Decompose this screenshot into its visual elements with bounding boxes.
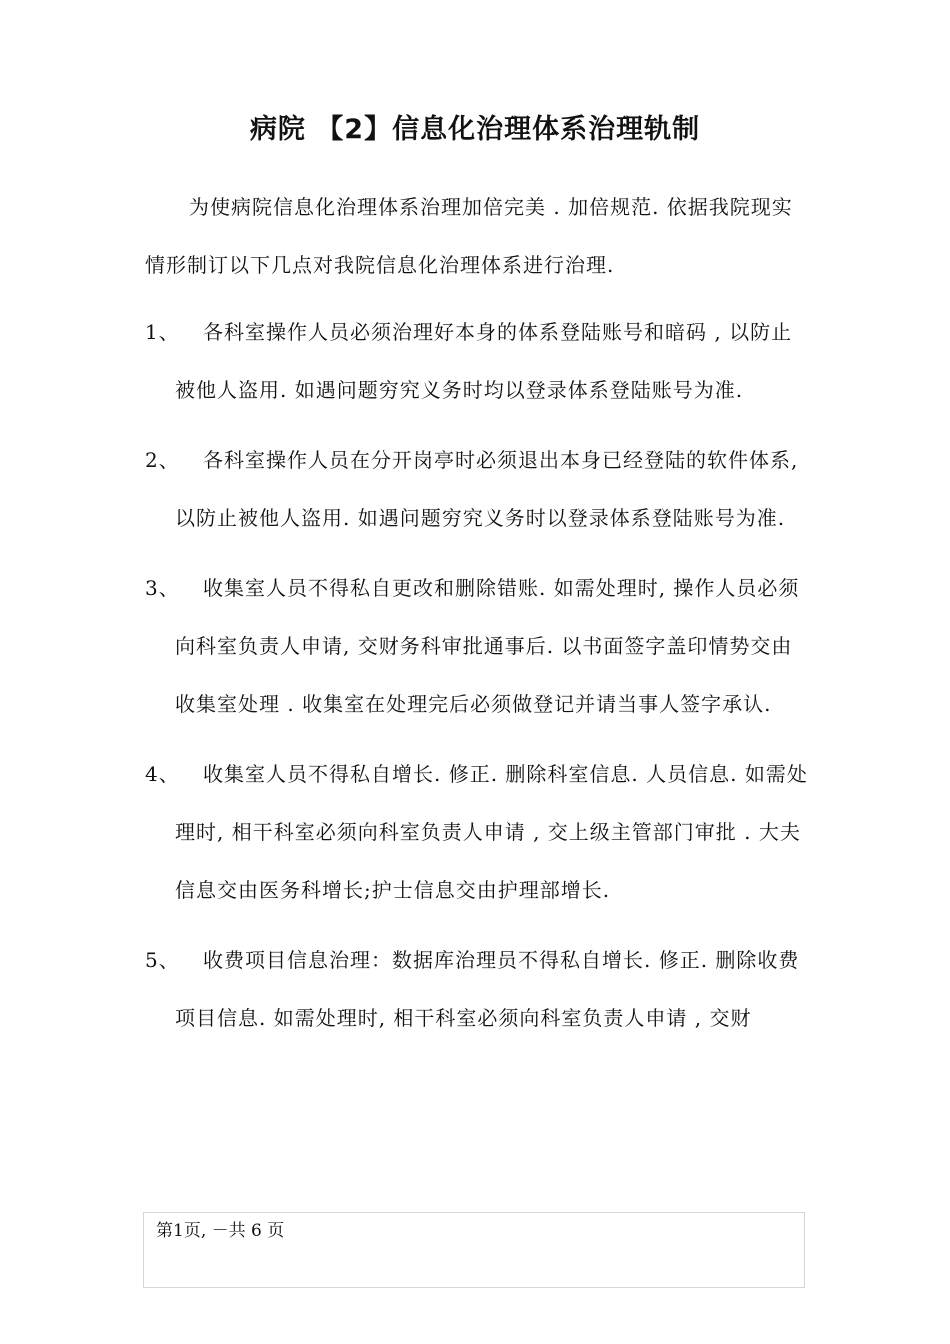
item-text: 收集室人员不得私自增长. 修正. 删除科室信息. 人员信息. 如需处理时, 相干科室必须向科室负责人申请 , 交上级主管部门审批 . 大夫信息交由医务科增长;护士信息交由护理部增长. (175, 762, 808, 902)
page-number-label: 第1页, －共 6 页 (156, 1221, 285, 1241)
item-text: 收费项目信息治理：数据库治理员不得私自增长. 修正. 删除收费项目信息. 如需处理时, 相干科室必须向科室负责人申请 , 交财 (175, 948, 800, 1030)
item-text: 收集室人员不得私自更改和删除错账. 如需处理时, 操作人员必须向科室负责人申请, 交财务科审批通事后. 以书面签字盖印情势交由收集室处理 . 收集室在处理完后必须做登记并请当事人签字承认. (175, 576, 800, 716)
item-number: 1、 (145, 320, 180, 344)
item-number: 5、 (145, 948, 180, 972)
page-title: 病院 【2】信息化治理体系治理轨制 (249, 114, 701, 145)
list-item (145, 559, 810, 733)
list-item (145, 303, 810, 419)
page-footer (143, 1212, 805, 1288)
list-item (145, 931, 810, 1047)
intro-paragraph: 为使病院信息化治理体系治理加倍完美 . 加倍规范. 依据我院现实情形制订以下几点对我院信息化治理体系进行治理. (145, 195, 793, 277)
item-text: 各科室操作人员必须治理好本身的体系登陆账号和暗码 , 以防止被他人盗用. 如遇问题穷究义务时均以登录体系登陆账号为准. (175, 320, 793, 402)
item-text: 各科室操作人员在分开岗亭时必须退出本身已经登陆的软件体系, 以防止被他人盗用. 如遇问题穷究义务时以登录体系登陆账号为准. (175, 448, 799, 530)
item-number: 2、 (145, 448, 180, 472)
list-item (145, 431, 810, 547)
list-item (145, 745, 810, 919)
item-number: 4、 (145, 762, 180, 786)
item-number: 3、 (145, 576, 180, 600)
regulation-list (145, 303, 810, 1059)
